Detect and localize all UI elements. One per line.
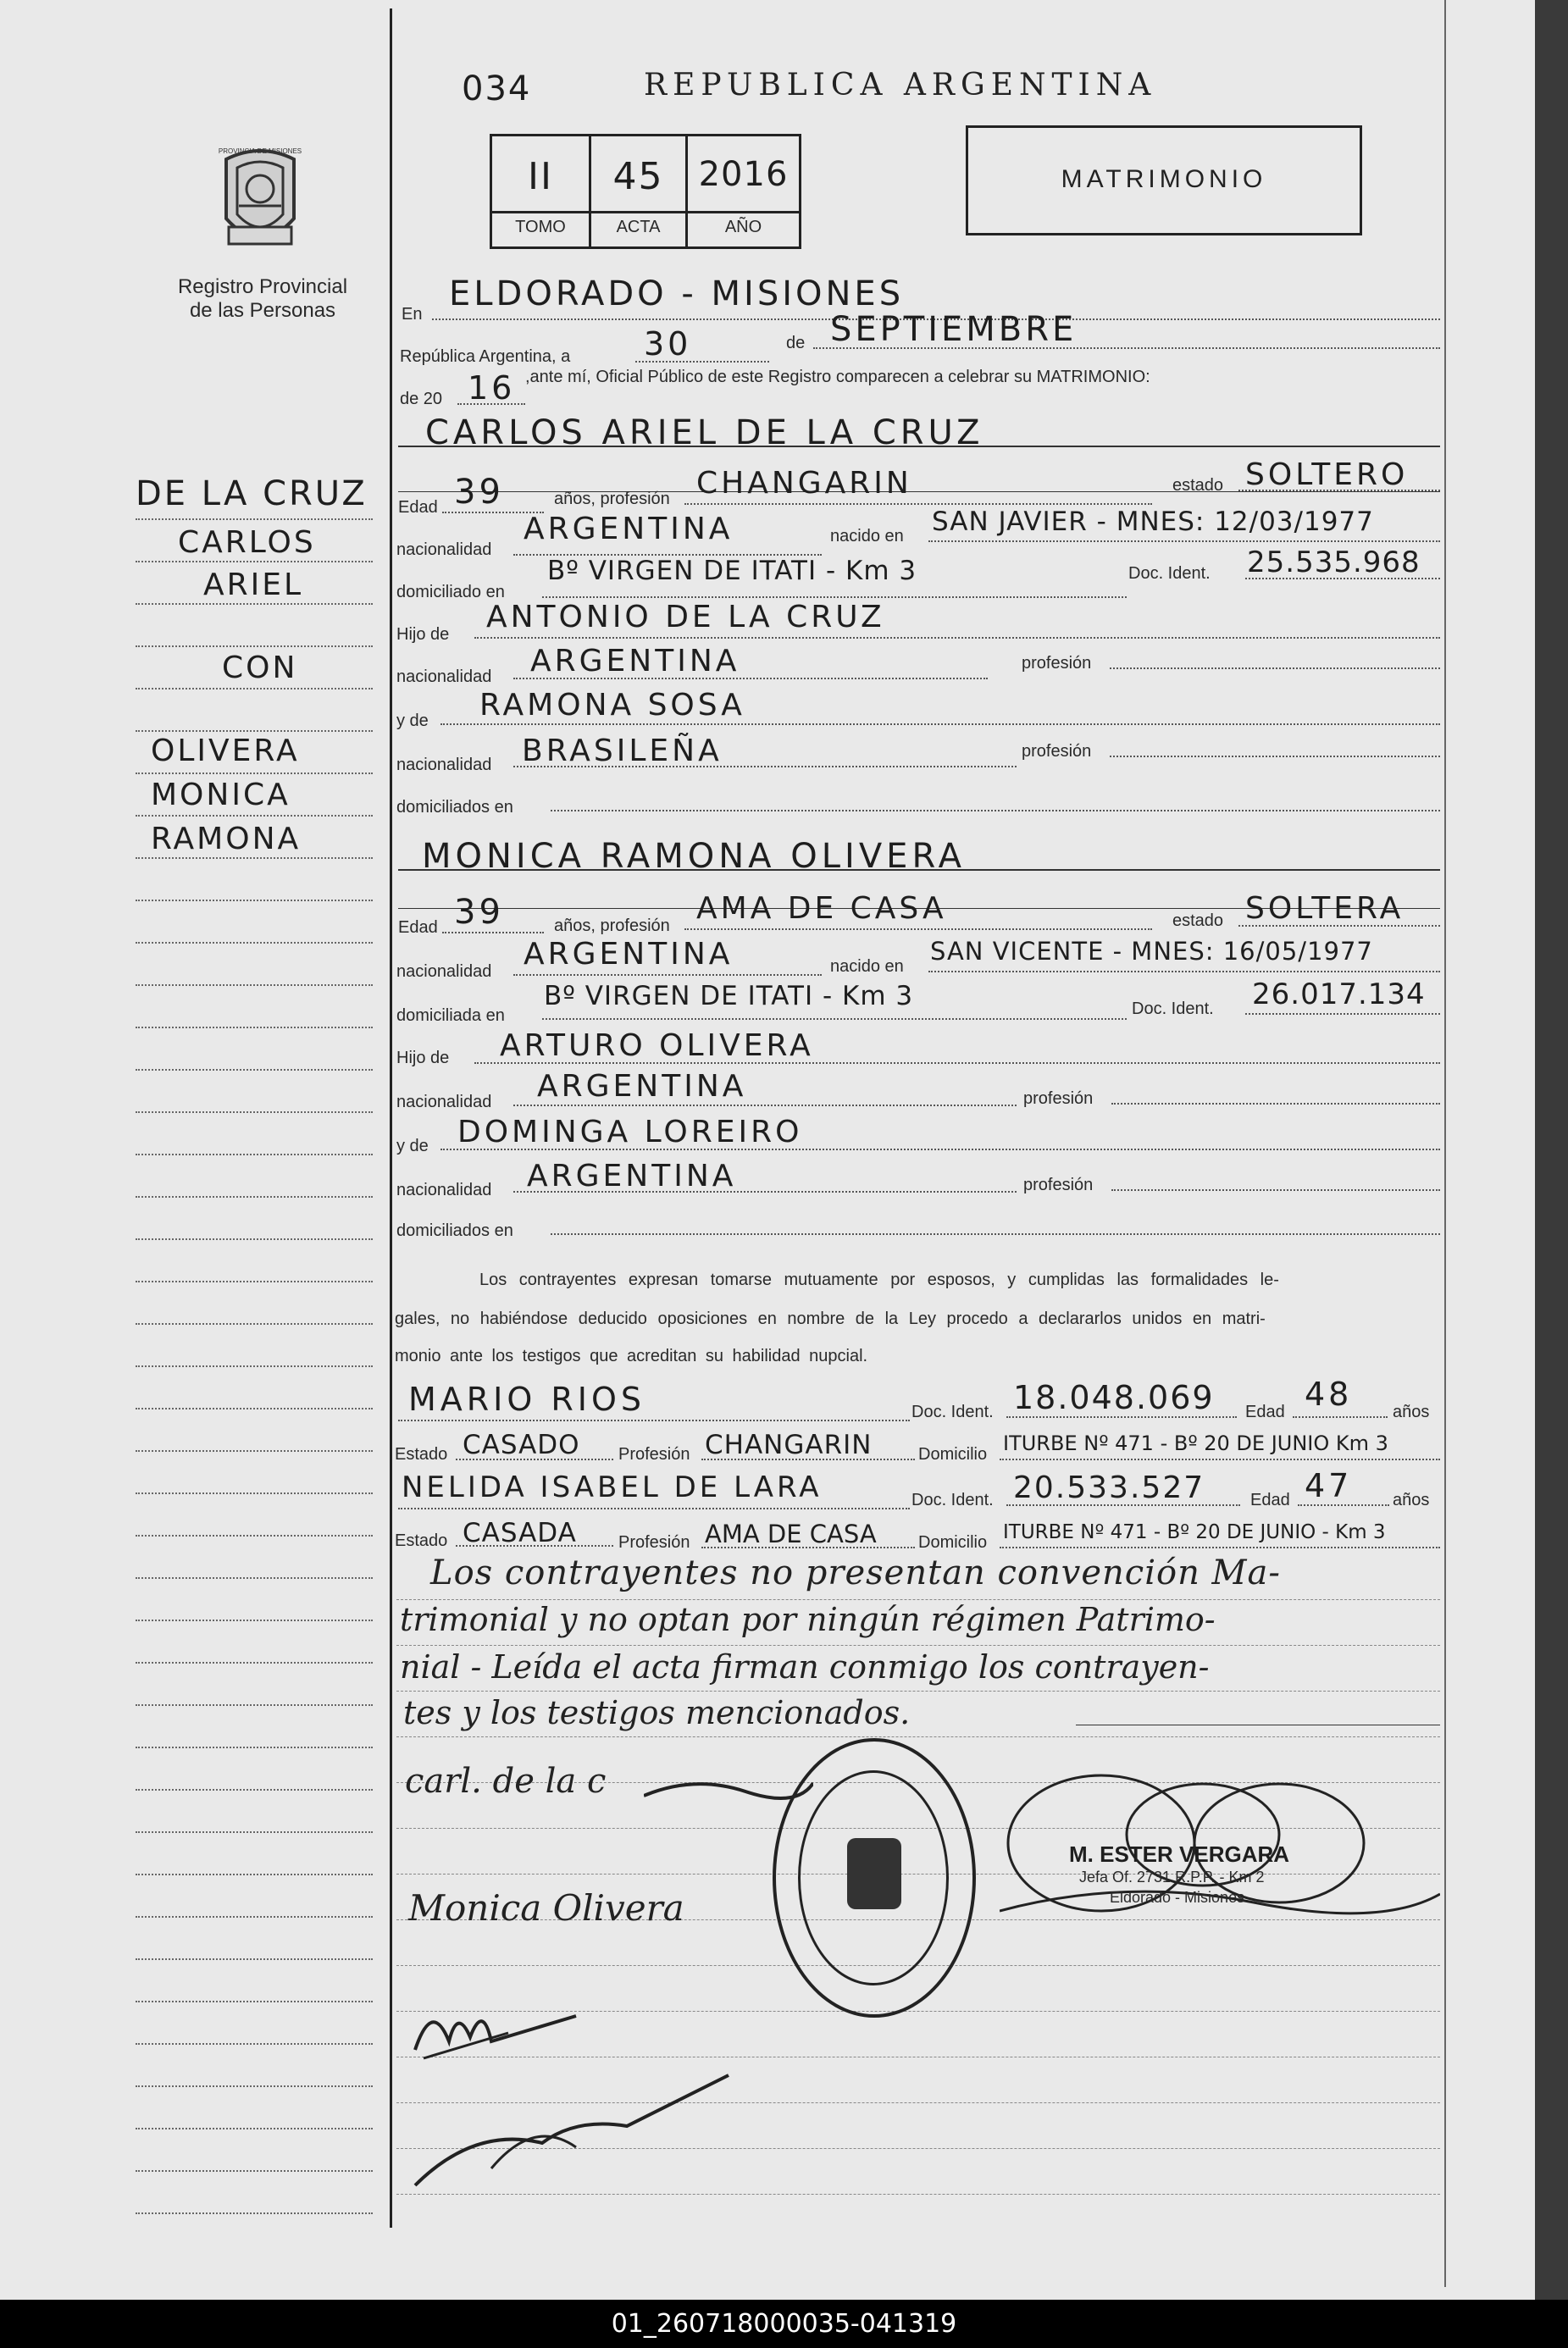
groom-father-nat-label: nacionalidad [396,667,492,686]
margin-bride-surname: OLIVERA [151,734,300,768]
notes-line-3: nial - Leída el acta firman conmigo los contrayen- [400,1648,1210,1686]
bride-status: SOLTERA [1245,891,1405,926]
margin-surname: DE LA CRUZ [136,474,368,513]
notes-line-4: tes y los testigos mencionados. [403,1694,911,1731]
witness1-edad-label: Edad [1245,1403,1285,1421]
witness2-doc: 20.533.527 [1013,1470,1205,1505]
tomo-label: TOMO [515,218,566,236]
declaration-line-2: gales, no habiéndose deducido oposiciones en nombre de la Ley procedo a declararlos unidos en matri- [395,1310,1266,1328]
witness2-address: ITURBE Nº 471 - Bº 20 DE JUNIO - Km 3 [1003,1521,1386,1543]
witness2-doc-label: Doc. Ident. [911,1491,994,1509]
acta-value: 45 [612,155,664,198]
seal-emblem [847,1838,901,1909]
groom-nacionalidad-label: nacionalidad [396,540,492,559]
bride-hijo-label: Hijo de [396,1049,450,1067]
bride-mother-profesion-label: profesión [1023,1176,1094,1194]
bride-profesion-label: años, profesión [554,916,670,935]
officer-title: Jefa Of. 2731 R.P.P. - Km 2 [1079,1869,1265,1886]
registry-line-2: de las Personas [189,299,336,322]
officer-signature-scribble [1000,1742,1440,1936]
bride-mother-nationality: ARGENTINA [527,1159,737,1193]
provincial-shield-logo [213,142,307,259]
declaration-line-3: monio ante los testigos que acreditan su habilidad nupcial. [395,1347,868,1365]
witness1-domicilio-label: Domicilio [918,1445,988,1464]
bride-mother-nat-label: nacionalidad [396,1181,492,1199]
acta-label: ACTA [616,218,661,236]
bride-father: ARTURO OLIVERA [500,1028,814,1063]
notes-line-1: Los contrayentes no presentan convención Ma- [430,1553,1281,1592]
bride-address: Bº VIRGEN DE ITATI - Km 3 [544,981,914,1011]
groom-mother-nat-label: nacionalidad [396,756,492,774]
bride-domiciliados-label: domiciliados en [396,1221,513,1240]
margin-bride-firstname: MONICA [151,778,291,812]
month: SEPTIEMBRE [830,310,1078,349]
republica-label: República Argentina, a [400,347,571,366]
official-round-seal [773,1738,976,2018]
anio-value: 2016 [698,155,789,194]
bride-age: 39 [454,893,504,932]
bride-doc: 26.017.134 [1252,977,1426,1011]
groom-name: CARLOS ARIEL DE LA CRUZ [425,413,984,452]
notes-line-2: trimonial y no optan por ningún régimen Patrimo- [400,1601,1216,1638]
witness1-profesion-label: Profesión [618,1445,690,1464]
bride-father-nationality: ARGENTINA [537,1069,747,1104]
groom-father-profesion-label: profesión [1022,654,1092,673]
en-label: En [402,305,423,324]
right-margin-rule [1444,0,1446,2287]
registry-name [157,275,368,323]
officer-place: Eldorado - Misiones [1110,1889,1245,1906]
page-number: 034 [462,69,532,108]
groom-doc: 25.535.968 [1247,545,1421,579]
bride-signature: Monica Olivera [408,1887,684,1929]
groom-doc-label: Doc. Ident. [1128,564,1211,583]
witness1-anios-label: años [1393,1403,1430,1421]
witness1-doc-label: Doc. Ident. [911,1403,994,1421]
witness2-profession: AMA DE CASA [705,1520,877,1548]
bride-nacionalidad-label: nacionalidad [396,962,492,981]
day: 30 [644,325,692,363]
witness2-signature [407,2067,745,2194]
witness2-profesion-label: Profesión [618,1533,690,1552]
groom-mother-nationality: BRASILEÑA [522,734,723,768]
witness2-anios-label: años [1393,1491,1430,1509]
witness2-age: 47 [1305,1467,1353,1504]
witness1-name: MARIO RIOS [408,1381,646,1418]
groom-nacido-label: nacido en [830,527,904,545]
groom-profesion-label: años, profesión [554,490,670,508]
groom-nationality: ARGENTINA [524,512,734,546]
groom-status: SOLTERO [1245,457,1409,492]
groom-age: 39 [454,473,504,512]
bride-yde-label: y de [396,1137,429,1155]
year-label: de 20 [400,390,443,408]
margin-con: CON [222,651,298,685]
logo-text: PROVINCIA DE MISIONES [218,147,302,155]
bride-nationality: ARGENTINA [524,937,734,972]
groom-father-nationality: ARGENTINA [530,644,740,678]
groom-birth: SAN JAVIER - MNES: 12/03/1977 [932,507,1374,537]
bride-name: MONICA RAMONA OLIVERA [422,837,966,876]
witness1-status: CASADO [463,1430,580,1460]
groom-father: ANTONIO DE LA CRUZ [486,600,885,634]
declaration-line-1: Los contrayentes expresan tomarse mutuamente por esposos, y cumplidas las formalidades le- [479,1271,1279,1289]
witness2-estado-label: Estado [395,1531,448,1550]
witness1-doc: 18.048.069 [1013,1379,1215,1416]
bride-edad-label: Edad [398,918,438,937]
book-spine-edge [1535,0,1568,2300]
groom-signature: carl. de la c [405,1762,607,1801]
groom-hijo-label: Hijo de [396,625,450,644]
witness2-edad-label: Edad [1250,1491,1290,1509]
groom-address: Bº VIRGEN DE ITATI - Km 3 [547,556,917,586]
groom-estado-label: estado [1172,476,1224,495]
left-margin-rule [390,8,392,2228]
country-title: REPUBLICA ARGENTINA [644,68,1157,102]
groom-yde-label: y de [396,712,429,730]
year-suffix: 16 [468,369,516,407]
scan-footer-code: 01_260718000035-041319 [0,2300,1568,2348]
bride-domicilio-label: domiciliada en [396,1006,505,1025]
act-type: MATRIMONIO [1061,165,1267,193]
bride-father-nat-label: nacionalidad [396,1093,492,1111]
bride-mother: DOMINGA LOREIRO [457,1115,803,1149]
bride-estado-label: estado [1172,911,1224,930]
bride-father-profesion-label: profesión [1023,1089,1094,1108]
margin-middlename: ARIEL [203,568,304,602]
witness1-profession: CHANGARIN [705,1430,873,1460]
groom-domiciliados-label: domiciliados en [396,798,513,817]
witness1-address: ITURBE Nº 471 - Bº 20 DE JUNIO Km 3 [1003,1432,1388,1455]
place: ELDORADO - MISIONES [449,274,905,313]
groom-profession: CHANGARIN [696,466,912,501]
act-type-box [966,125,1362,235]
witness1-signature [407,1991,593,2067]
margin-firstname: CARLOS [178,525,316,560]
margin-bride-middlename: RAMONA [151,822,302,856]
registry-line-1: Registro Provincial [177,275,348,298]
witness2-status: CASADA [463,1518,577,1548]
bride-birth: SAN VICENTE - MNES: 16/05/1977 [930,937,1373,966]
intro-text: ,ante mí, Oficial Público de este Registro comparecen a celebrar su MATRIMONIO: [525,368,1150,386]
witness2-name: NELIDA ISABEL DE LARA [402,1470,823,1504]
anio-label: AÑO [724,218,762,236]
groom-mother: RAMONA SOSA [479,688,745,723]
witness2-domicilio-label: Domicilio [918,1533,988,1552]
officer-name: M. ESTER VERGARA [1069,1841,1290,1867]
groom-domicilio-label: domiciliado en [396,583,505,601]
bride-profession: AMA DE CASA [696,891,947,926]
tomo-value: II [528,155,553,198]
groom-mother-profesion-label: profesión [1022,742,1092,761]
bride-doc-label: Doc. Ident. [1132,1000,1214,1018]
record-number-box [490,134,801,249]
groom-edad-label: Edad [398,498,438,517]
bride-nacido-label: nacido en [830,957,904,976]
de-label: de [786,334,806,352]
witness1-estado-label: Estado [395,1445,448,1464]
witness1-age: 48 [1305,1376,1353,1413]
